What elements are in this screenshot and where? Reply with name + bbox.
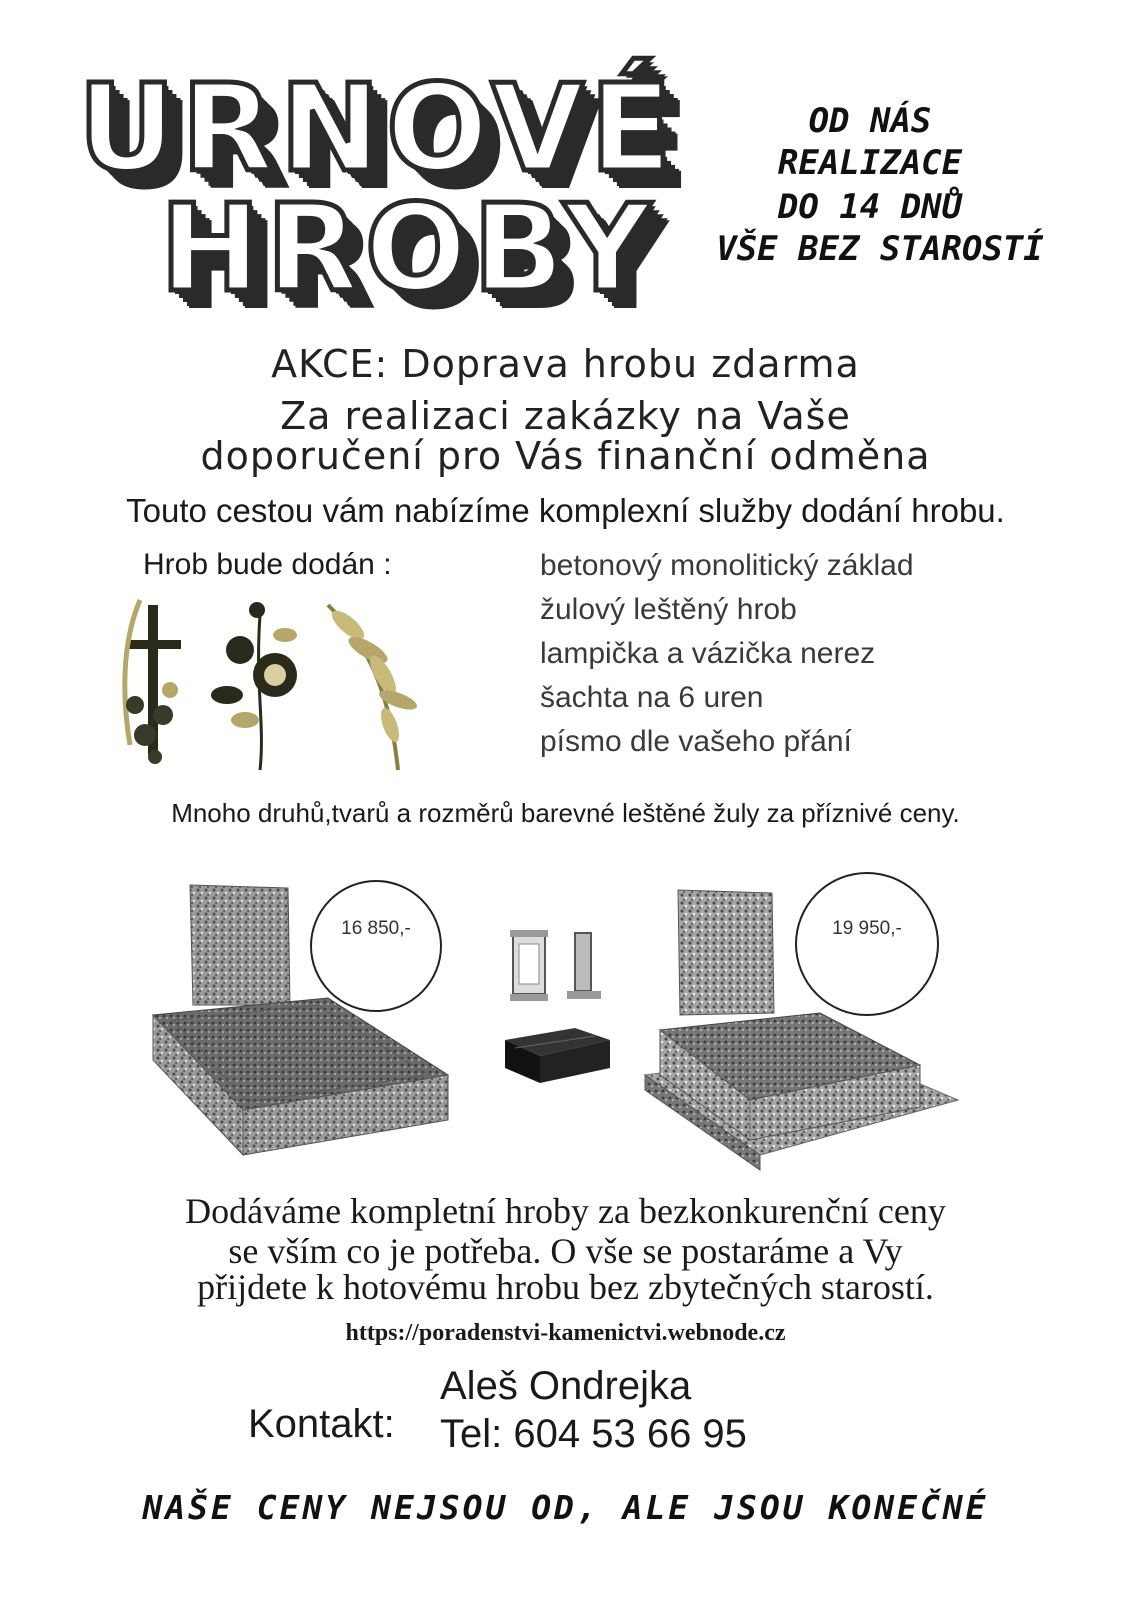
promo-line3: doporučení pro Vás finanční odměna (200, 434, 931, 478)
cross-ornament-icon (115, 595, 195, 775)
lantern-icon (510, 930, 548, 1001)
price-left: 16 850,- (341, 918, 411, 939)
headline-line2: HROBY (160, 180, 657, 319)
price-badge-left (310, 880, 442, 1012)
contact-name: Aleš Ondrejka (440, 1364, 692, 1408)
variety-text: Mnoho druhů,tvarů a rozměrů barevné leštěné žuly za příznivé ceny. (171, 798, 960, 828)
leaf-ornament-icon (318, 595, 428, 775)
side-note-line4: VŠE BEZ STAROSTÍ (716, 229, 1044, 269)
side-note-line1: OD NÁS (808, 101, 932, 141)
closing-line1: Dodáváme kompletní hroby za bezkonkurenční ceny (185, 1191, 946, 1231)
vase-icon (567, 933, 601, 999)
intro-text: Touto cestou vám nabízíme komplexní služby dodání hrobu. (126, 492, 1005, 529)
feature-item: betonový monolitický základ (540, 549, 914, 582)
rose-ornament-icon (205, 595, 305, 775)
promo-line1: AKCE: Doprava hrobu zdarma (271, 342, 860, 386)
accessories-image (505, 928, 615, 1088)
feature-item: šachta na 6 uren (540, 681, 764, 714)
website-link[interactable]: https://poradenstvi-kamenictvi.webnode.cz (345, 1320, 786, 1346)
price-right: 19 950,- (832, 918, 902, 939)
feature-item: písmo dle vašeho přání (540, 725, 852, 758)
urn-box-icon (505, 1028, 610, 1083)
contact-label: Kontakt: (248, 1402, 395, 1446)
feature-item: lampička a vázička nerez (540, 637, 876, 670)
promo-line2: Za realizaci zakázky na Vaše (280, 394, 851, 438)
closing-line3: přijdete k hotovému hrobu bez zbytečných starostí. (197, 1267, 934, 1307)
closing-line2: se vším co je potřeba. O vše se postaráme a Vy (228, 1231, 903, 1271)
contact-phone: Tel: 604 53 66 95 (440, 1412, 747, 1456)
delivered-label: Hrob bude dodán : (143, 548, 392, 581)
footer-slogan: NAŠE CENY NEJSOU OD, ALE JSOU KONEČNÉ (142, 1488, 989, 1527)
price-badge-right (795, 872, 939, 1016)
headline-line1: URNOVÉ (78, 60, 678, 199)
side-note-line3: DO 14 DNŮ (777, 187, 963, 227)
side-note-line2: REALIZACE (777, 143, 963, 183)
feature-item: žulový leštěný hrob (540, 593, 797, 626)
